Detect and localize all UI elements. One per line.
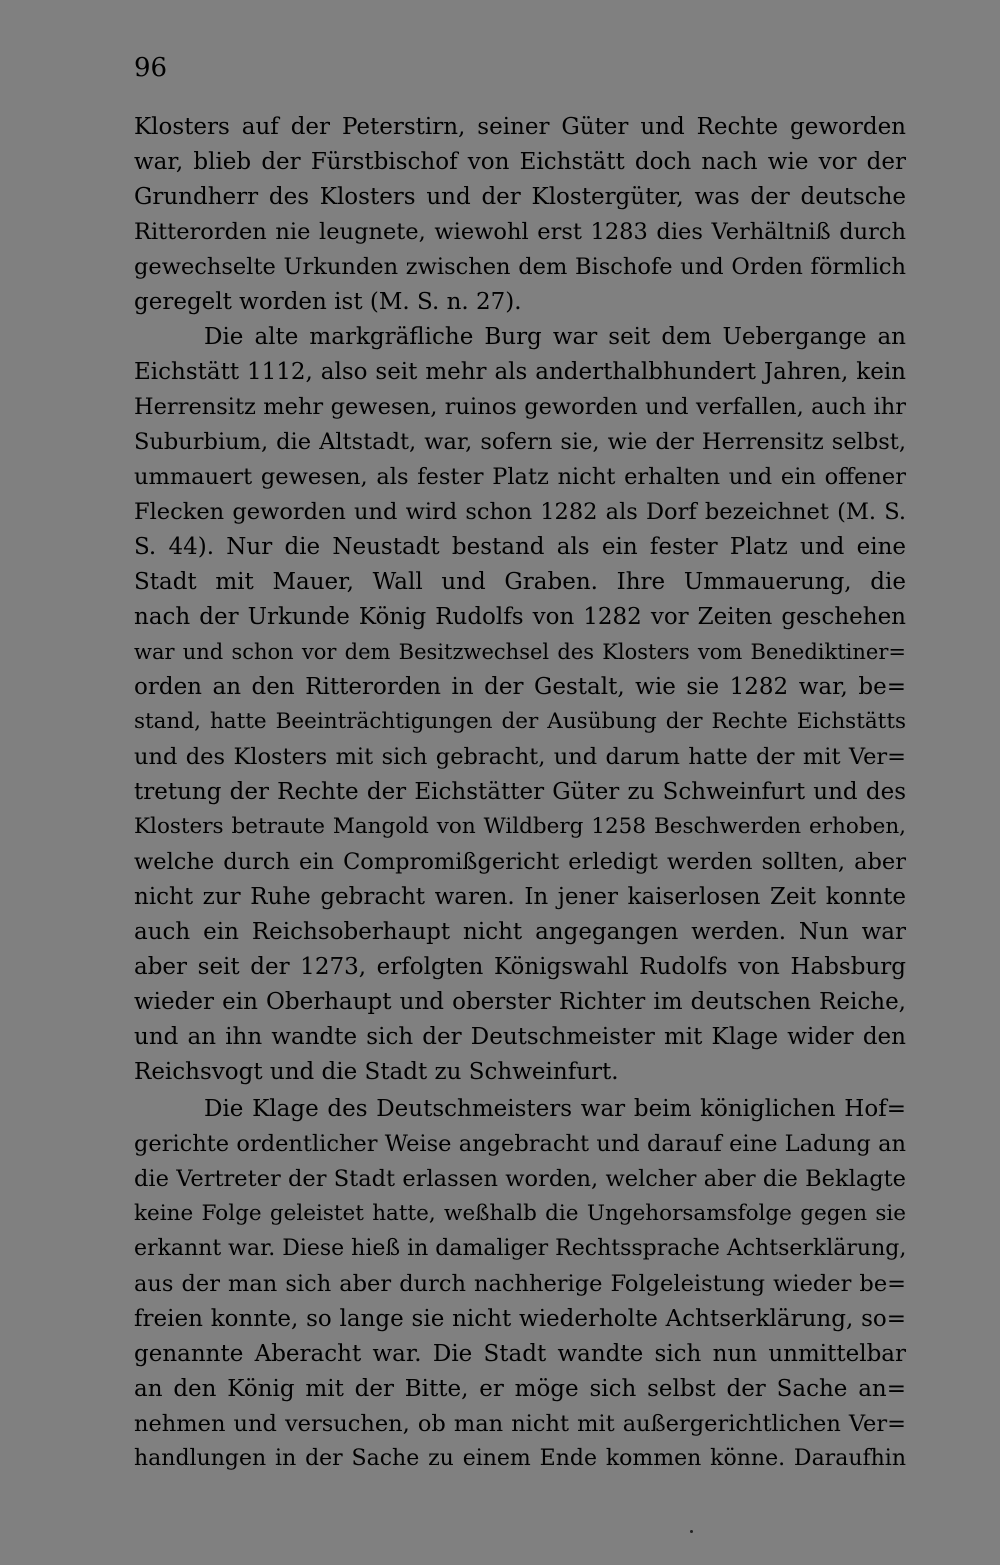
text-line: Klosters betraute Mangold von Wildberg 1258 Beschwerden erhoben, bbox=[134, 814, 906, 839]
text-line: die Vertreter der Stadt erlassen worden, welcher aber die Beklagte bbox=[134, 1166, 906, 1192]
text-line: Die alte markgräfliche Burg war seit dem Uebergange an bbox=[204, 324, 906, 350]
text-line: nehmen und versuchen, ob man nicht mit außergerichtlichen Ver= bbox=[134, 1411, 906, 1437]
text-line: Flecken geworden und wird schon 1282 als Dorf bezeichnet (M. S. bbox=[134, 499, 906, 525]
text-line: welche durch ein Compromißgericht erledigt werden sollten, aber bbox=[134, 849, 906, 875]
print-speck bbox=[690, 1530, 693, 1533]
text-line: auch ein Reichsoberhaupt nicht angegangen werden. Nun war bbox=[134, 919, 906, 945]
text-line: handlungen in der Sache zu einem Ende kommen könne. Daraufhin bbox=[134, 1446, 906, 1471]
text-line: tretung der Rechte der Eichstätter Güter zu Schweinfurt und des bbox=[134, 779, 906, 805]
text-line: stand, hatte Beeinträchtigungen der Ausübung der Rechte Eichstätts bbox=[134, 709, 906, 734]
text-line: Eichstätt 1112, also seit mehr als anderthalbhundert Jahren, kein bbox=[134, 359, 906, 385]
text-line: Ritterorden nie leugnete, wiewohl erst 1283 dies Verhältniß durch bbox=[134, 219, 906, 245]
text-line: nach der Urkunde König Rudolfs von 1282 vor Zeiten geschehen bbox=[134, 604, 906, 630]
text-line: Klosters auf der Peterstirn, seiner Güter und Rechte geworden bbox=[134, 114, 906, 140]
text-line: Die Klage des Deutschmeisters war beim königlichen Hof= bbox=[204, 1096, 906, 1122]
text-line: geregelt worden ist (M. S. n. 27). bbox=[134, 289, 522, 315]
text-line: gerichte ordentlicher Weise angebracht und darauf eine Ladung an bbox=[134, 1131, 906, 1157]
text-line: war und schon vor dem Besitzwechsel des Klosters vom Benediktiner= bbox=[134, 640, 906, 664]
text-line: war, blieb der Fürstbischof von Eichstätt doch nach wie vor der bbox=[134, 149, 906, 175]
text-line: nicht zur Ruhe gebracht waren. In jener kaiserlosen Zeit konnte bbox=[134, 884, 906, 910]
text-line: wieder ein Oberhaupt und oberster Richter im deutschen Reiche, bbox=[134, 989, 906, 1015]
text-line: genannte Aberacht war. Die Stadt wandte sich nun unmittelbar bbox=[134, 1341, 906, 1367]
text-line: Herrensitz mehr gewesen, ruinos geworden und verfallen, auch ihr bbox=[134, 394, 906, 420]
text-line: orden an den Ritterorden in der Gestalt, wie sie 1282 war, be= bbox=[134, 674, 906, 700]
text-line: Suburbium, die Altstadt, war, sofern sie, wie der Herrensitz selbst, bbox=[134, 429, 906, 455]
text-line: aber seit der 1273, erfolgten Königswahl Rudolfs von Habsburg bbox=[134, 954, 906, 980]
text-line: Stadt mit Mauer, Wall und Graben. Ihre Ummauerung, die bbox=[134, 569, 906, 595]
text-line: keine Folge geleistet hatte, weßhalb die Ungehorsamsfolge gegen sie bbox=[134, 1201, 906, 1226]
text-line: und an ihn wandte sich der Deutschmeister mit Klage wider den bbox=[134, 1024, 906, 1050]
text-line: Reichsvogt und die Stadt zu Schweinfurt. bbox=[134, 1059, 619, 1085]
text-line: gewechselte Urkunden zwischen dem Bischofe und Orden förmlich bbox=[134, 254, 906, 280]
text-line: und des Klosters mit sich gebracht, und darum hatte der mit Ver= bbox=[134, 744, 906, 770]
text-line: an den König mit der Bitte, er möge sich selbst der Sache an= bbox=[134, 1376, 906, 1402]
text-line: Grundherr des Klosters und der Klostergüter, was der deutsche bbox=[134, 184, 906, 210]
page-number: 96 bbox=[134, 53, 168, 83]
text-line: S. 44). Nur die Neustadt bestand als ein fester Platz und eine bbox=[134, 534, 906, 560]
text-line: erkannt war. Diese hieß in damaliger Rechtssprache Achtserklärung, bbox=[134, 1236, 906, 1261]
text-line: freien konnte, so lange sie nicht wiederholte Achtserklärung, so= bbox=[134, 1306, 906, 1332]
text-line: aus der man sich aber durch nachherige Folgeleistung wieder be= bbox=[134, 1271, 906, 1297]
text-line: ummauert gewesen, als fester Platz nicht erhalten und ein offener bbox=[134, 464, 906, 490]
